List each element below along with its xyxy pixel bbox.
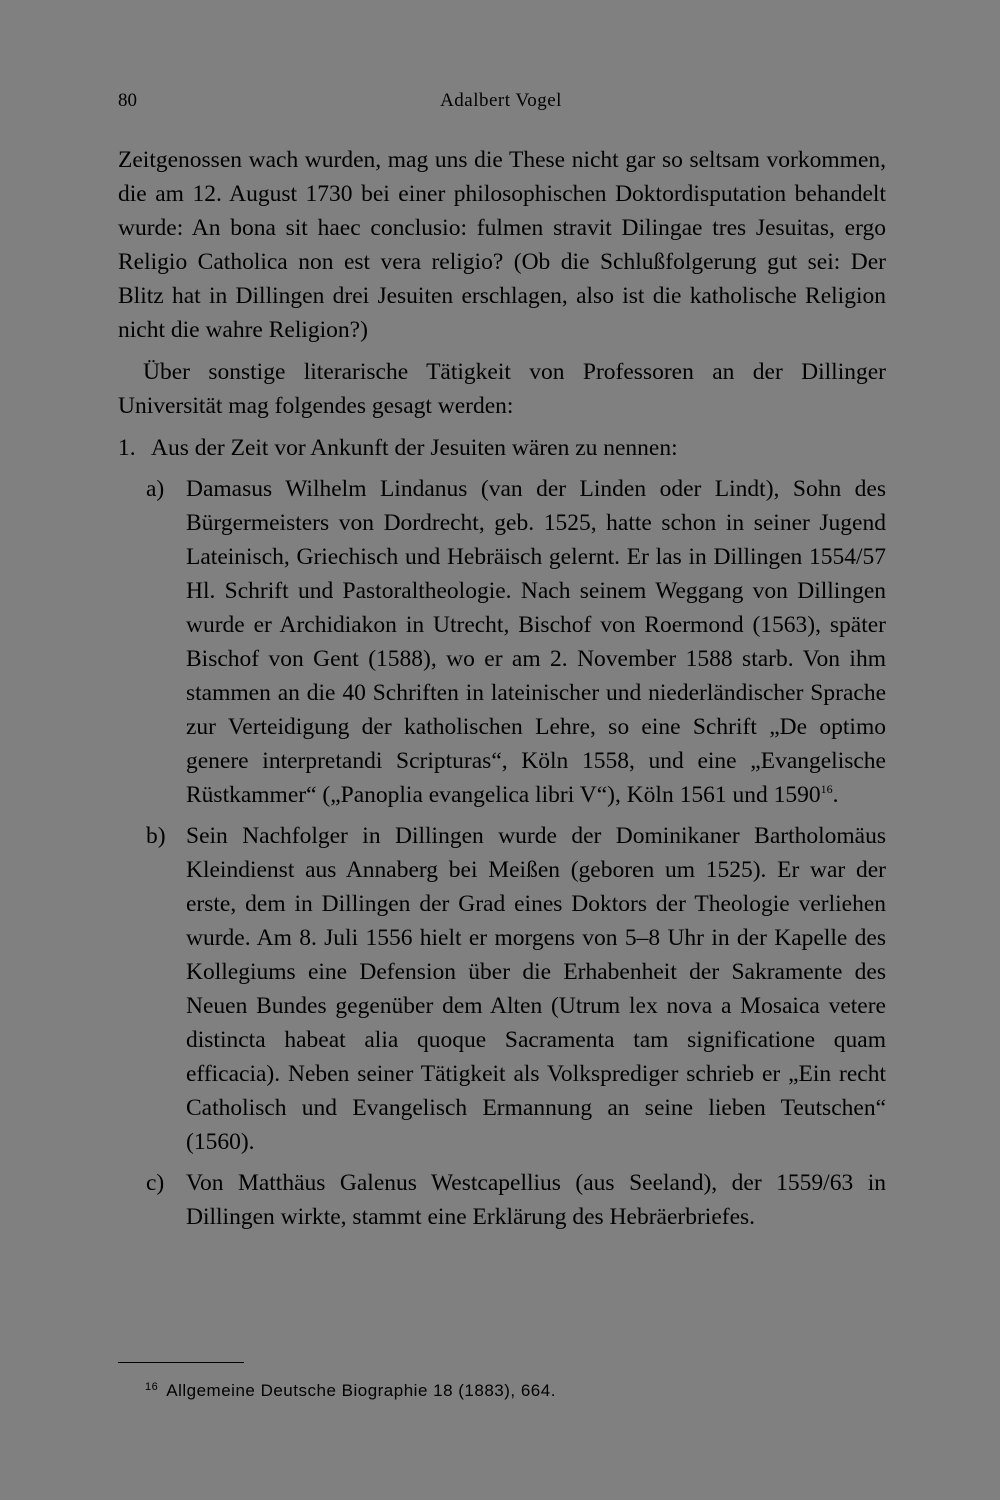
footnote <box>145 1379 885 1403</box>
running-head: Adalbert Vogel <box>440 90 562 111</box>
sub-item-a <box>118 472 886 812</box>
paragraph-2: Über sonstige literarische Tätigkeit von Professoren an der Dillinger Universität mag folgendes gesagt werden: <box>118 359 886 419</box>
sub-item-text: Von Matthäus Galenus Westcapellius (aus Seeland), der 1559/63 in Dillingen wirkte, stammt eine Erklärung des Hebräerbriefes. <box>186 1170 886 1230</box>
sub-item-text: Damasus Wilhelm Lindanus (van der Linden oder Lindt), Sohn des Bürgermeisters von Dordrecht, geb. 1525, hatte schon in seiner Jugend Lateinisch, Griechisch und Hebräisch gelernt. Er las in Dillingen 1554/57 Hl. Schrift und Pastoraltheologie. Nach seinem Weggang von Dillingen wurde er Archidiakon in Utrecht, Bischof von Roermond (1563), später Bischof von Gent (1588), wo er am 2. November 1588 starb. Von ihm stammen an die 40 Schriften in lateinischer und niederländischer Sprache zur Verteidigung der katholischen Lehre, so eine Schrift „De optimo genere interpretandi Scripturas“, Köln 1558, und eine „Evangelische Rüstkammer“ („Panoplia evangelica libri V“), Köln 1561 und 1590 <box>186 476 886 808</box>
sub-item-b <box>118 819 886 1159</box>
footnote-number: 16 <box>145 1381 159 1393</box>
list-item-text: Aus der Zeit vor Ankunft der Jesuiten wären zu nennen: <box>151 435 678 461</box>
list-item-number: 1. <box>118 435 136 461</box>
body-text <box>118 143 886 1234</box>
sub-item-c <box>118 1166 886 1234</box>
sub-item-label: b) <box>146 823 166 849</box>
sub-item-text: Sein Nachfolger in Dillingen wurde der Dominikaner Bartholomäus Kleindienst aus Annaberg bei Meißen (geboren um 1525). Er war der erste, dem in Dillingen der Grad eines Doktors der Theologie verliehen wurde. Am 8. Juli 1556 hielt er morgens von 5–8 Uhr in der Kapelle des Kollegiums eine Defension über die Erhabenheit der Sakramente des Neuen Bundes gegenüber dem Alten (Utrum lex nova a Mosaica vetere distincta habeat alia quoque Sacramenta tam significatione quam efficacia). Neben seiner Tätigkeit als Volksprediger schrieb er „Ein recht Catholisch und Evangelisch Ermannung an seine lieben Teutschen“ (1560). <box>186 823 886 1155</box>
footnote-rule <box>118 1362 244 1363</box>
footnote-text: Allgemeine Deutsche Biographie 18 (1883), 664. <box>166 1381 556 1400</box>
footnote-ref: 16 <box>820 782 833 796</box>
list-item-1 <box>118 431 886 465</box>
page-header <box>118 90 884 120</box>
paragraph-1: Zeitgenossen wach wurden, mag uns die These nicht gar so seltsam vorkommen, die am 12. August 1730 bei einer philosophischen Doktordisputation behandelt wurde: An bona sit haec conclusio: fulmen stravit Dilingae tres Jesuitas, ergo Religio Catholica non est vera religio? (Ob die Schlußfolgerung gut sei: Der Blitz hat in Dillingen drei Jesuiten erschlagen, also ist die katholische Religion nicht die wahre Religion?) <box>118 147 886 343</box>
sub-item-label: c) <box>146 1170 165 1196</box>
sub-item-text-end: . <box>832 782 839 808</box>
page-number: 80 <box>118 90 137 111</box>
sub-item-label: a) <box>146 476 165 502</box>
